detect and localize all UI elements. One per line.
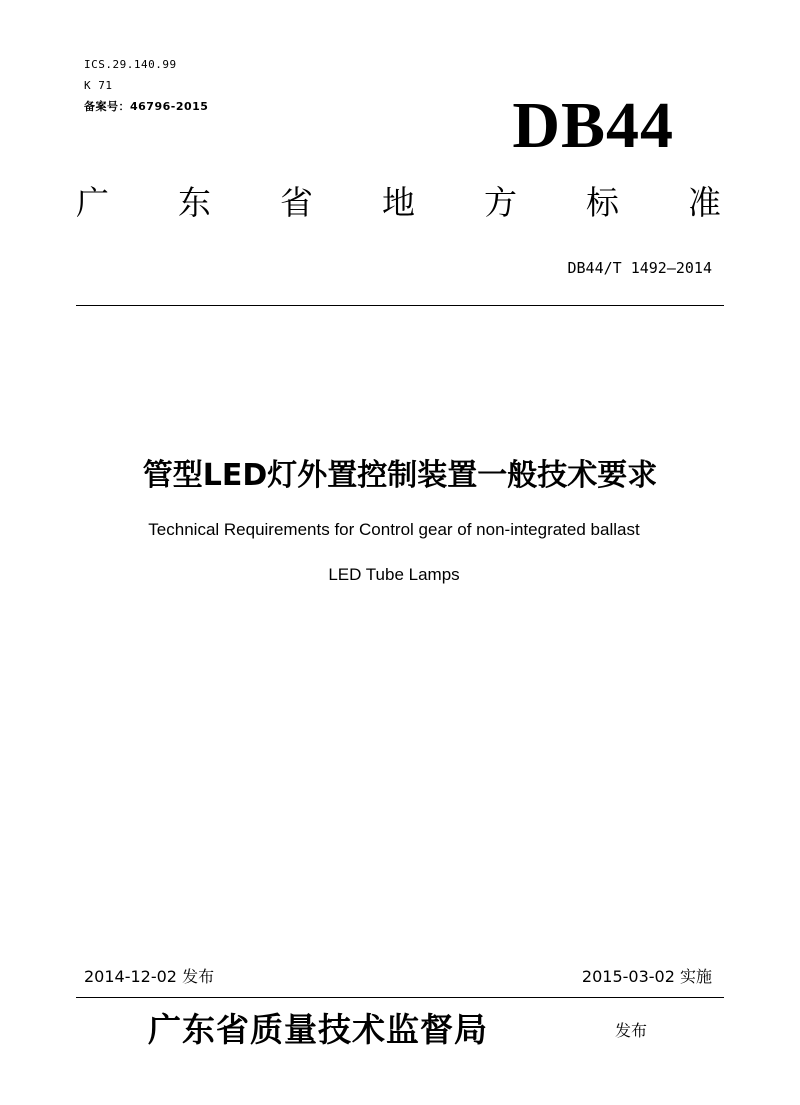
publish-label: 发布 (615, 1021, 648, 1040)
standard-type-title (76, 178, 721, 228)
standard-type-char: 标 (586, 183, 619, 222)
standard-type-char: 准 (688, 183, 721, 222)
standard-type-char: 广 (76, 183, 109, 222)
standard-type-char: 地 (382, 183, 415, 222)
issue-date: 2014-12-02 发布 (84, 967, 215, 986)
issuing-authority: 广东省质量技术监督局 (148, 1010, 488, 1049)
bottom-divider (76, 997, 724, 998)
ccs-code: K 71 (84, 79, 113, 92)
implementation-date: 2015-03-02 实施 (581, 967, 712, 986)
standard-type-char: 省 (280, 183, 313, 222)
standard-code-logo: DB44 (512, 89, 674, 162)
standard-type-char: 方 (484, 183, 517, 222)
document-title-zh: 管型LED灯外置控制装置一般技术要求 (142, 458, 658, 493)
standard-type-char: 东 (178, 183, 211, 222)
document-title-en-line1: Technical Requirements for Control gear of non-integrated ballast (148, 520, 640, 539)
record-number: 备案号：46796-2015 (84, 100, 209, 113)
top-divider (76, 305, 724, 306)
standard-number: DB44/T 1492—2014 (567, 259, 712, 277)
ics-code: ICS.29.140.99 (84, 58, 177, 71)
document-title-en-line2: LED Tube Lamps (328, 565, 460, 584)
